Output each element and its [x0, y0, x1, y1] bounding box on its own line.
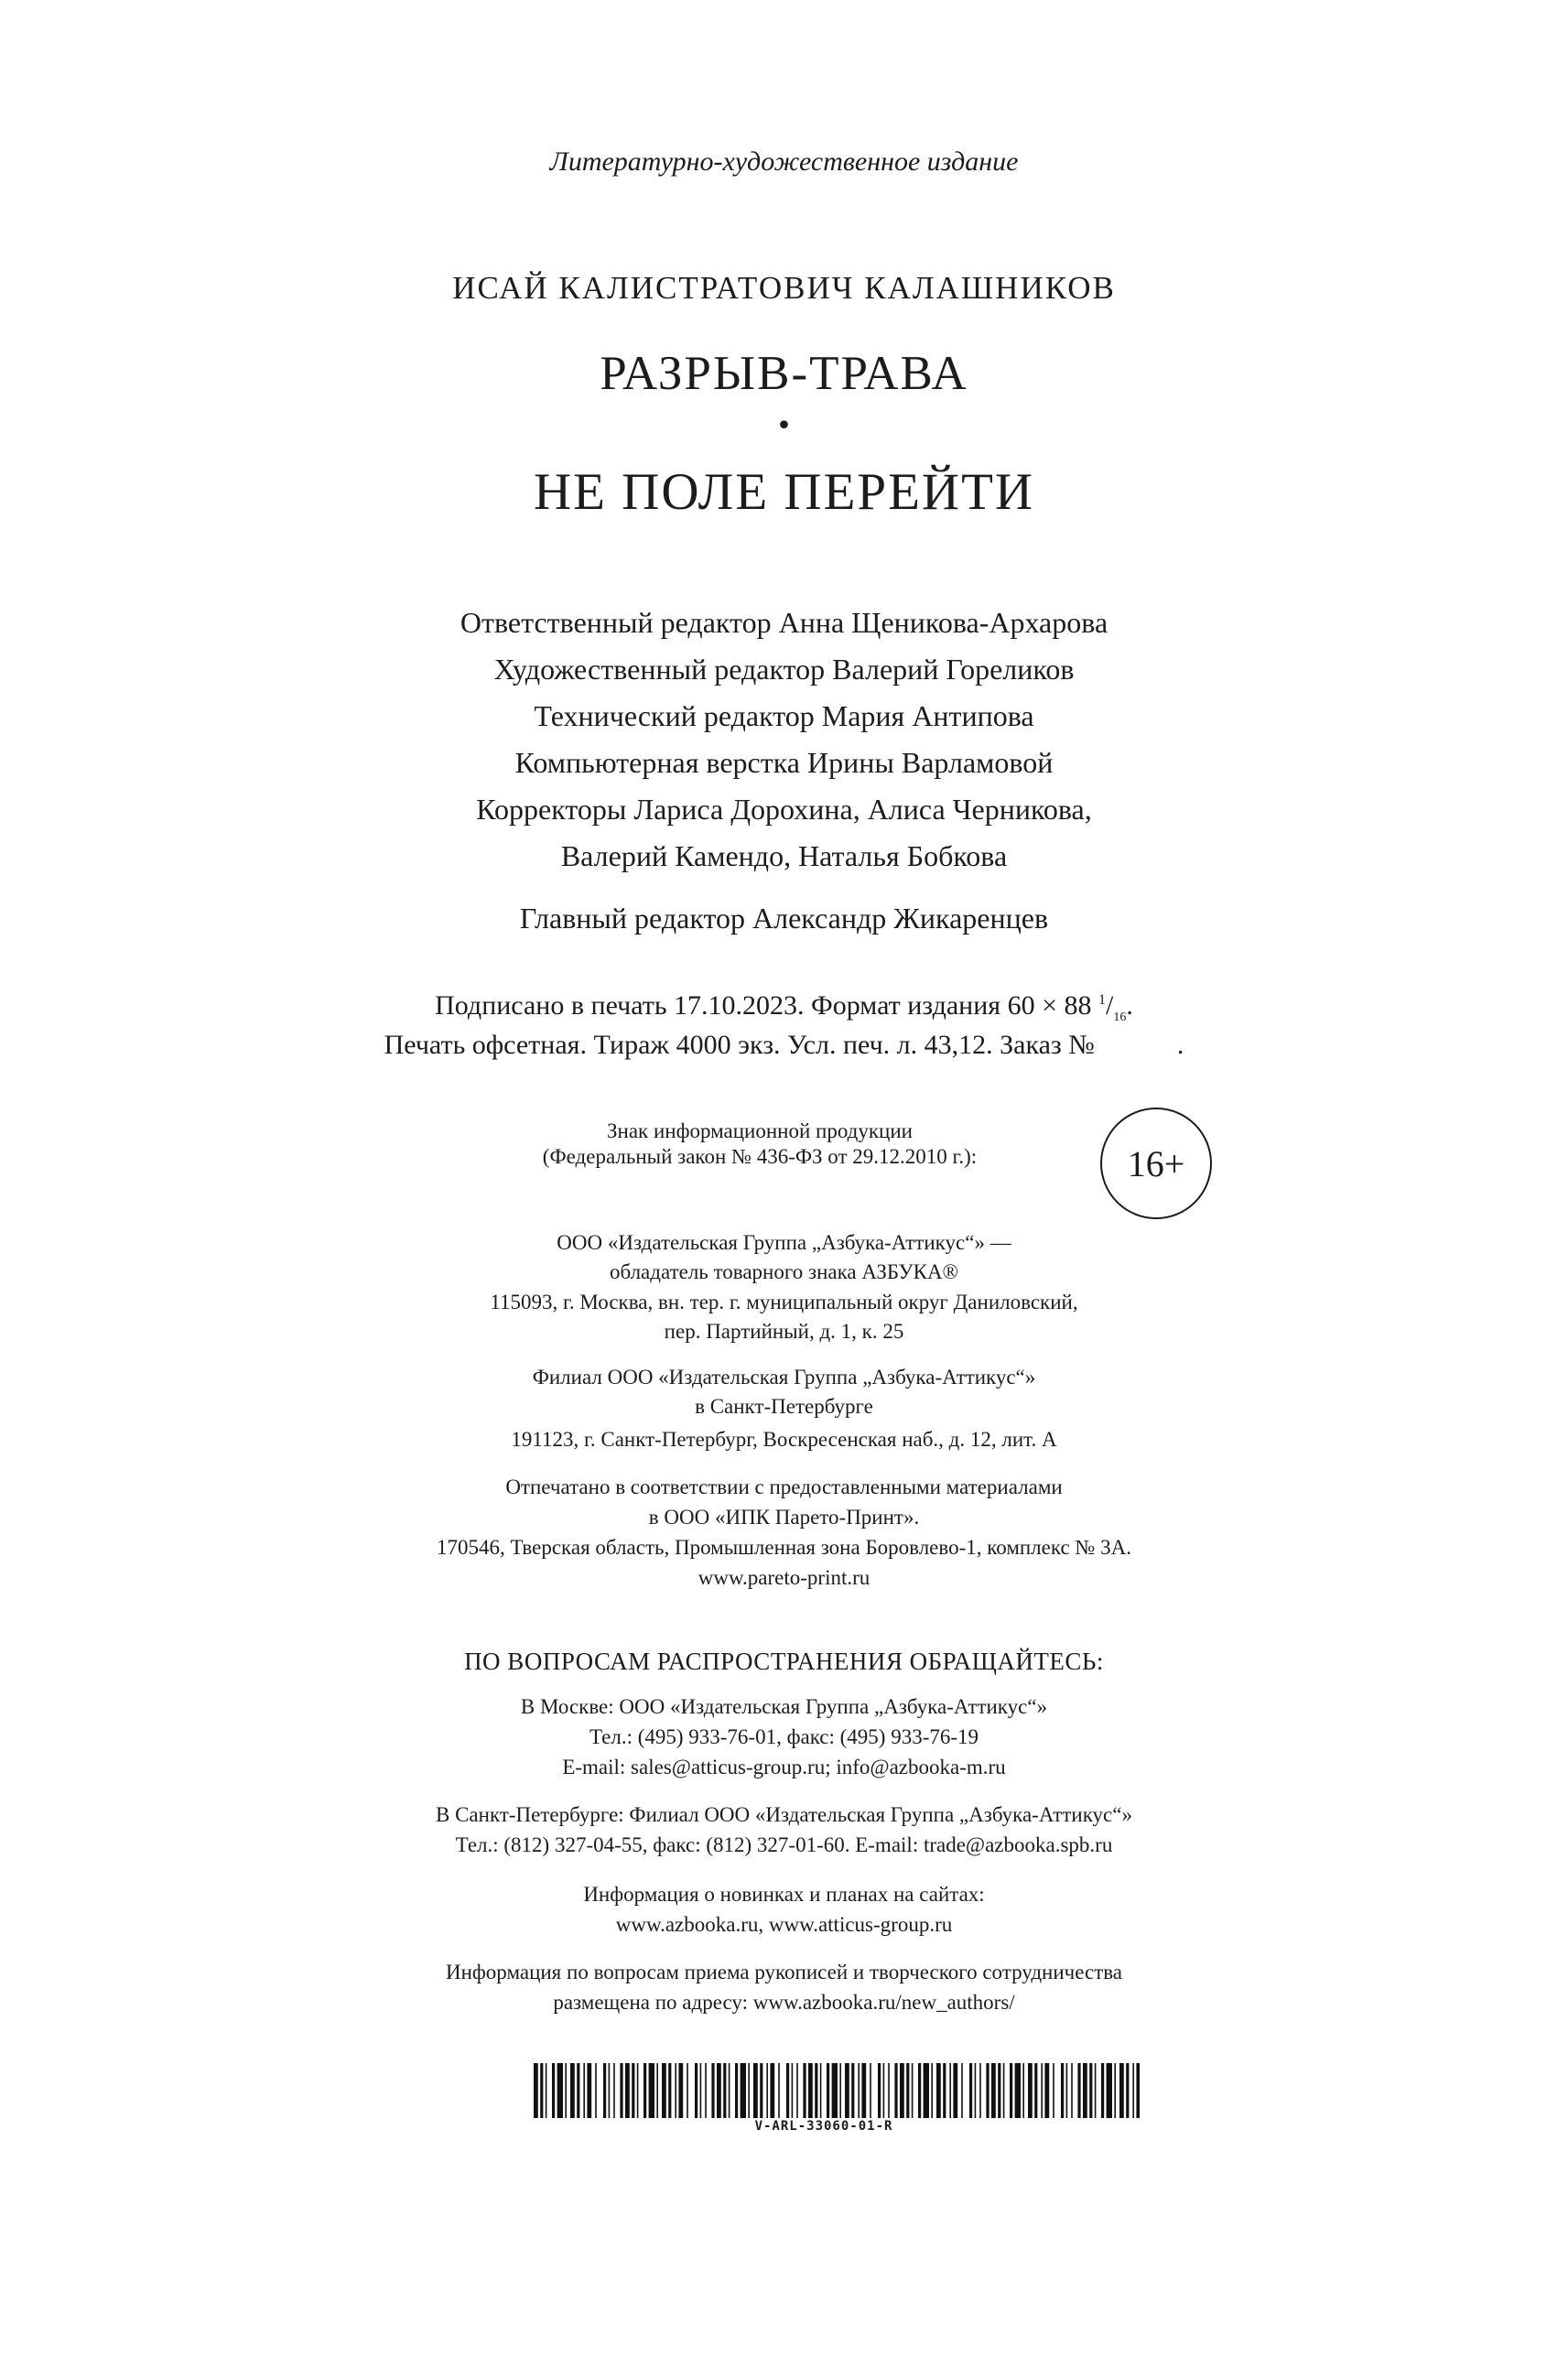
- barcode-bar: [770, 2063, 774, 2118]
- printer-line: в ООО «ИПК Парето-Принт».: [648, 1506, 920, 1529]
- publisher-line: ООО «Издательская Группа „Азбука-Аттикус“» —: [557, 1231, 1011, 1254]
- moscow-line: В Москве: ООО «Издательская Группа „Азбука-Аттикус“»: [520, 1695, 1048, 1718]
- barcode-bar: [845, 2063, 849, 2118]
- barcode-bar: [906, 2063, 909, 2118]
- barcode-bar: [918, 2063, 921, 2118]
- author-name: ИСАЙ КАЛИСТРАТОВИЧ КАЛАШНИКОВ: [452, 270, 1116, 306]
- barcode-bar: [1132, 2063, 1134, 2118]
- print-info-text: Подписано в печать 17.10.2023. Формат издания 60 × 88: [435, 990, 1092, 1021]
- barcode-bar: [900, 2063, 904, 2118]
- barcode-bar: [552, 2063, 555, 2118]
- staff-line: Компьютерная верстка Ирины Варламовой: [514, 746, 1054, 779]
- barcode-bar: [1114, 2063, 1116, 2118]
- barcode-bar: [803, 2063, 806, 2118]
- barcode-bar: [888, 2063, 890, 2118]
- spb-line: Тел.: (812) 327-04-55, факс: (812) 327-01-60. E-mail: trade@azbooka.spb.ru: [455, 1833, 1113, 1856]
- barcode-bar: [546, 2063, 547, 2118]
- staff-line: Ответственный редактор Анна Щеникова-Архарова: [460, 606, 1108, 639]
- barcode-bar: [1010, 2063, 1012, 2118]
- barcode-bar: [1022, 2063, 1024, 2118]
- barcode-bar: [1041, 2063, 1043, 2118]
- barcode-bar: [625, 2063, 630, 2118]
- barcode-bar: [735, 2063, 738, 2118]
- barcode-bar: [577, 2063, 579, 2118]
- barcode-bar: [796, 2063, 798, 2118]
- barcode-bar: [595, 2063, 597, 2118]
- title-separator: •: [775, 410, 793, 442]
- barcode-bar: [924, 2063, 929, 2118]
- barcode-bar: [609, 2063, 611, 2118]
- info-sign: [0, 1108, 1568, 1199]
- barcode-bar: [991, 2063, 996, 2118]
- branch-line: Филиал ООО «Издательская Группа „Азбука-Аттикус“»: [532, 1366, 1036, 1389]
- barcode-bar: [858, 2063, 860, 2118]
- barcode-bar: [1089, 2063, 1092, 2118]
- manuscripts-line: размещена по адресу: www.azbooka.ru/new_authors/: [553, 1991, 1015, 2014]
- print-info-line-1: [0, 990, 1568, 1025]
- barcode-bar: [534, 2063, 538, 2118]
- barcode-bar: [656, 2063, 658, 2118]
- barcode-bar: [748, 2063, 750, 2118]
- barcode-bar: [998, 2063, 1000, 2118]
- spb-line: В Санкт-Петербурге: Филиал ООО «Издательская Группа „Азбука-Аттикус“»: [436, 1803, 1132, 1826]
- barcode-bar: [565, 2063, 567, 2118]
- barcode-bar: [649, 2063, 654, 2118]
- barcode-bar: [643, 2063, 646, 2118]
- staff-line: Художественный редактор Валерий Гореликов: [493, 653, 1075, 686]
- print-info-end: .: [1176, 1030, 1184, 1060]
- barcode-bar: [1066, 2063, 1068, 2118]
- barcode-bar: [729, 2063, 730, 2118]
- barcode-bar: [1126, 2063, 1129, 2118]
- barcode-bar: [1101, 2063, 1104, 2118]
- barcode-bar: [632, 2063, 634, 2118]
- barcode-bar: [949, 2063, 951, 2118]
- barcode-bar: [1083, 2063, 1087, 2118]
- barcode-bar: [1028, 2063, 1033, 2118]
- barcode-bar: [953, 2063, 957, 2118]
- staff-line: Корректоры Лариса Дорохина, Алиса Черникова,: [476, 793, 1092, 826]
- barcode-bar: [587, 2063, 591, 2118]
- barcode-bar: [851, 2063, 854, 2118]
- barcode-bar: [832, 2063, 838, 2118]
- barcode-bar: [687, 2063, 688, 2118]
- barcode-bar: [820, 2063, 822, 2118]
- barcode-bar: [870, 2063, 871, 2118]
- websites-line: www.azbooka.ru, www.atticus-group.ru: [615, 1913, 953, 1936]
- info-sign-line: (Федеральный закон № 436-ФЗ от 29.12.2010 г.):: [542, 1145, 978, 1168]
- info-sign-text: [458, 1119, 1062, 1170]
- distribution-heading: ПО ВОПРОСАМ РАСПРОСТРАНЕНИЯ ОБРАЩАЙТЕСЬ:: [464, 1648, 1104, 1675]
- branch-line: 191123, г. Санкт-Петербург, Воскресенская наб., д. 12, лит. А: [511, 1428, 1057, 1451]
- barcode-bar: [1077, 2063, 1080, 2118]
- barcode-bar: [557, 2063, 563, 2118]
- branch-line: в Санкт-Петербурге: [695, 1395, 873, 1418]
- barcode-bar: [540, 2063, 543, 2118]
- moscow-line: Тел.: (495) 933-76-01, факс: (495) 933-76-19: [589, 1725, 979, 1748]
- format-fraction-slash: /: [1106, 990, 1114, 1021]
- barcode-bar: [943, 2063, 946, 2118]
- printer-line: Отпечатано в соответствии с предоставленными материалами: [505, 1475, 1063, 1498]
- barcode-bar: [613, 2063, 615, 2118]
- barcode-bar: [741, 2063, 746, 2118]
- barcode-bar: [603, 2063, 606, 2118]
- book-title-2: НЕ ПОЛЕ ПЕРЕЙТИ: [533, 463, 1035, 521]
- chief-editor: Главный редактор Александр Жикаренцев: [519, 902, 1049, 935]
- publisher-line: пер. Партийный, д. 1, к. 25: [664, 1320, 904, 1343]
- barcode-bar: [961, 2063, 963, 2118]
- barcode-label: V-ARL-33060-01-R: [754, 2119, 893, 2134]
- format-fraction-end: .: [1126, 990, 1133, 1021]
- barcode-bar: [1136, 2063, 1140, 2118]
- barcode-bar: [620, 2063, 622, 2118]
- book-title-1: РАЗРЫВ-ТРАВА: [600, 347, 968, 400]
- barcode-bar: [695, 2063, 697, 2118]
- barcode-bar: [700, 2063, 702, 2118]
- barcode-bar: [969, 2063, 972, 2118]
- barcode-bar: [878, 2063, 881, 2118]
- barcode-bar: [760, 2063, 762, 2118]
- print-info-text: Печать офсетная. Тираж 4000 экз. Усл. печ. л. 43,12. Заказ №: [384, 1030, 1095, 1060]
- barcode-bar: [678, 2063, 683, 2118]
- barcode-bar: [723, 2063, 726, 2118]
- barcode-bar: [1053, 2063, 1054, 2118]
- barcode-bar: [1015, 2063, 1021, 2118]
- barcode-bar: [975, 2063, 977, 2118]
- barcode-bar: [753, 2063, 758, 2118]
- print-info-line-2: [0, 1030, 1568, 1061]
- barcode-bar: [1095, 2063, 1097, 2118]
- barcode-bar: [1071, 2063, 1073, 2118]
- barcode-bar: [766, 2063, 768, 2118]
- barcode-bar: [570, 2063, 575, 2118]
- format-fraction-numerator: 1: [1098, 992, 1107, 1008]
- staff-line: Валерий Камендо, Наталья Бобкова: [560, 839, 1008, 872]
- printer-website: www.pareto-print.ru: [697, 1566, 871, 1589]
- barcode-bar: [1003, 2063, 1005, 2118]
- barcode-bar: [931, 2063, 933, 2118]
- barcode-bar: [979, 2063, 981, 2118]
- barcode-bar: [792, 2063, 794, 2118]
- barcode-bar: [675, 2063, 676, 2118]
- moscow-line: E-mail: sales@atticus-group.ru; info@azbooka-m.ru: [562, 1756, 1006, 1778]
- printer-line: 170546, Тверская область, Промышленная зона Боровлево-1, комплекс № 3А.: [437, 1536, 1131, 1559]
- age-rating-badge: 16+: [1100, 1108, 1212, 1219]
- barcode-bar: [668, 2063, 671, 2118]
- barcode-bar: [583, 2063, 585, 2118]
- barcode-bar: [894, 2063, 897, 2118]
- staff-line: Технический редактор Мария Антипова: [534, 699, 1034, 732]
- barcode-bar: [1044, 2063, 1049, 2118]
- barcode-bar: [711, 2063, 714, 2118]
- barcode-bar: [778, 2063, 780, 2118]
- barcode-bar: [815, 2063, 817, 2118]
- barcode-bar: [861, 2063, 866, 2118]
- info-sign-line: Знак информационной продукции: [607, 1119, 913, 1142]
- barcode-bar: [717, 2063, 721, 2118]
- barcode-bar: [839, 2063, 841, 2118]
- barcode-bar: [808, 2063, 813, 2118]
- barcode-bar: [827, 2063, 829, 2118]
- barcode-bar: [1061, 2063, 1064, 2118]
- websites-line: Информация о новинках и планах на сайтах:: [583, 1883, 985, 1906]
- barcode-bar: [883, 2063, 885, 2118]
- barcode-bar: [637, 2063, 639, 2118]
- publisher-line: 115093, г. Москва, вн. тер. г. муниципальный округ Даниловский,: [490, 1291, 1078, 1313]
- edition-type: Литературно-художественное издание: [549, 146, 1019, 177]
- publisher-line: обладатель товарного знака АЗБУКА®: [609, 1260, 959, 1283]
- barcode-bar: [986, 2063, 989, 2118]
- barcode: [534, 2063, 1140, 2118]
- barcode-bar: [912, 2063, 914, 2118]
- manuscripts-line: Информация по вопросам приема рукописей и творческого сотрудничества: [445, 1961, 1123, 1983]
- format-fraction-denominator: 16: [1113, 1011, 1127, 1024]
- barcode-bar: [936, 2063, 941, 2118]
- barcode-bar: [1107, 2063, 1112, 2118]
- barcode-bar: [1034, 2063, 1037, 2118]
- barcode-bar: [786, 2063, 789, 2118]
- barcode-bar: [705, 2063, 707, 2118]
- barcode-bar: [1119, 2063, 1124, 2118]
- barcode-bar: [662, 2063, 666, 2118]
